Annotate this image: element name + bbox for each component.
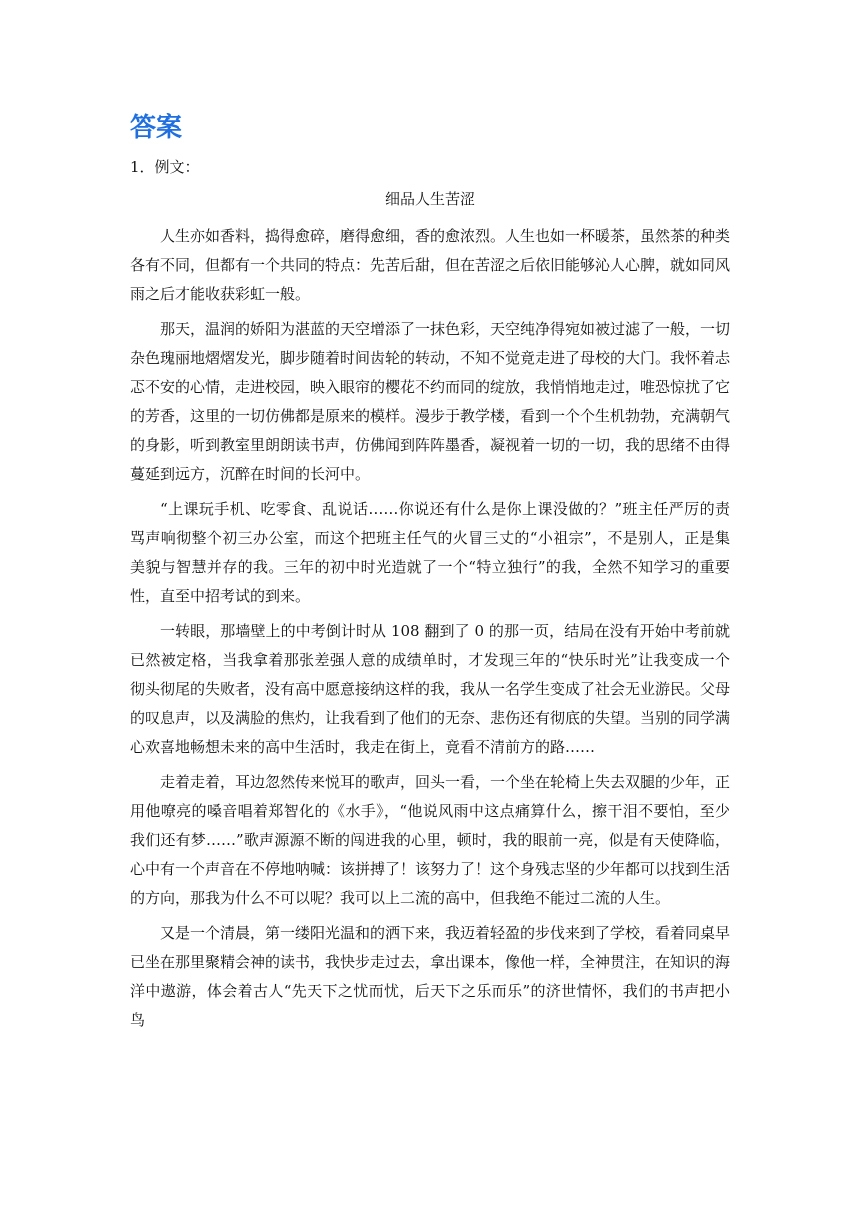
essay-paragraph-2: 那天，温润的娇阳为湛蓝的天空增添了一抹色彩，天空纯净得宛如被过滤了一般，一切杂色瑰丽地熠熠发光，脚步随着时间齿轮的转动，不知不觉竟走进了母校的大门。我怀着忐忑不安的心情，走进校园，映入眼帘的樱花不约而同的绽放，我悄悄地走过，唯恐惊扰了它的芳香，这里的一切仿佛都是原来的模样。漫步于教学楼，看到一个个生机勃勃，充满朝气的身影，听到教室里朗朗读书声，仿佛闻到阵阵墨香，凝视着一切的一切，我的思绪不由得蔓延到远方，沉醉在时间的长河中。 [130,320,731,483]
answer-heading: 答案 [130,113,183,143]
question-number-label: 1．例文： [130,158,200,176]
essay-body [130,222,730,1041]
essay-paragraph-5: 走着走着，耳边忽然传来悦耳的歌声，回头一看，一个坐在轮椅上失去双腿的少年，正用他嘹亮的嗓音唱着郑智化的《水手》，“他说风雨中这点痛算什么，擦干泪不要怕，至少我们还有梦……”歌声源源不断的闯进我的心里，顿时，我的眼前一亮，似是有天使降临，心中有一个声音在不停地呐喊：该拼搏了！该努力了！这个身残志坚的少年都可以找到生活的方向，那我为什么不可以呢？我可以上二流的高中，但我绝不能过二流的人生。 [130,773,731,907]
essay-paragraph-1: 人生亦如香料，捣得愈碎，磨得愈细，香的愈浓烈。人生也如一杯暖茶，虽然茶的种类各有不同，但都有一个共同的特点：先苦后甜，但在苦涩之后依旧能够沁人心脾，就如同风雨之后才能收获彩虹一般。 [130,227,731,303]
essay-paragraph-4: 一转眼，那墙壁上的中考倒计时从 108 翻到了 0 的那一页，结局在没有开始中考前就已然被定格，当我拿着那张差强人意的成绩单时，才发现三年的“快乐时光”让我变成一个彻头彻尾的失败者，没有高中愿意接纳这样的我，我从一名学生变成了社会无业游民。父母的叹息声，以及满脸的焦灼，让我看到了他们的无奈、悲伤还有彻底的失望。当别的同学满心欢喜地畅想未来的高中生活时，我走在街上，竟看不清前方的路…… [130,622,731,756]
essay-paragraph-6: 又是一个清晨，第一缕阳光温和的洒下来，我迈着轻盈的步伐来到了学校，看着同桌早已坐在那里聚精会神的读书，我快步走过去，拿出课本，像他一样，全神贯注，在知识的海洋中遨游，体会着古人“先天下之忧而忧，后天下之乐而乐”的济世情怀，我们的书声把小鸟 [130,924,731,1029]
essay-title: 细品人生苦涩 [384,190,475,208]
essay-paragraph-3: “上课玩手机、吃零食、乱说话……你说还有什么是你上课没做的？”班主任严厉的责骂声响彻整个初三办公室，而这个把班主任气的火冒三丈的“小祖宗”，不是别人，正是集美貌与智慧并存的我。三年的初中时光造就了一个“特立独行”的我，全然不知学习的重要性，直至中招考试的到来。 [130,500,730,605]
